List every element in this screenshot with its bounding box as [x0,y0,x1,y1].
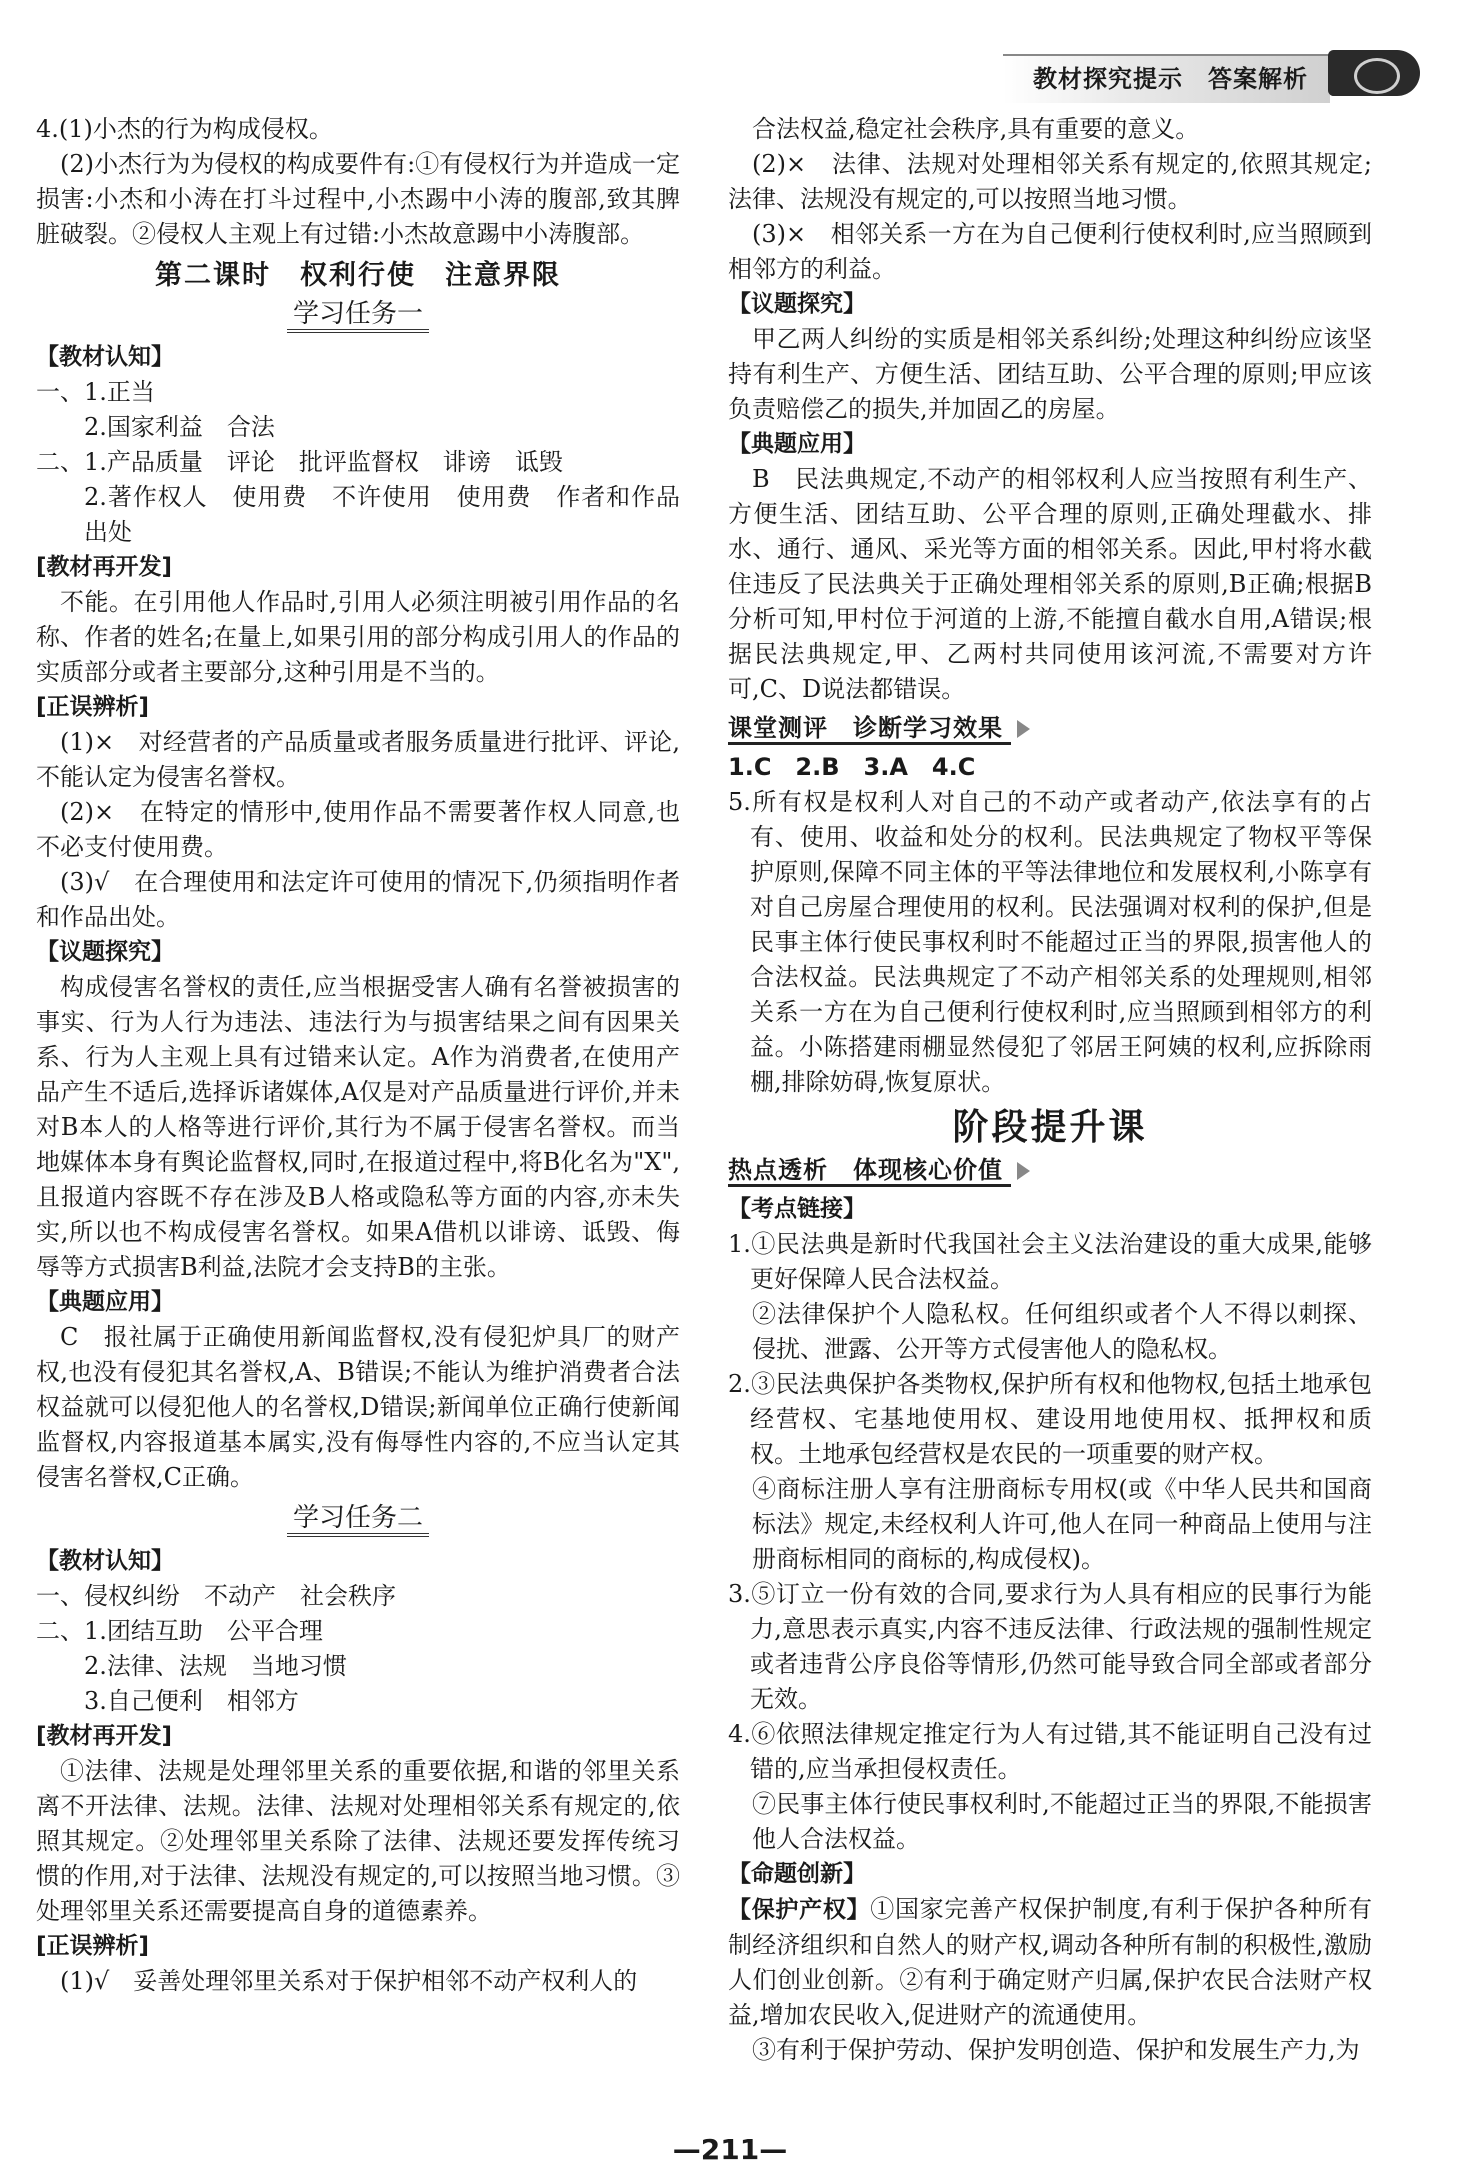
r-tag-apply: 【典题应用】 [728,431,866,457]
tag-link: 【考点链接】 [728,1196,866,1222]
tag-innov: 【命题创新】 [728,1861,866,1887]
r-apply: B 民法典规定,不动产的相邻权利人应当按照有利生产、方便生活、团结互助、公平合理的原则,正确处理截水、排水、通行、通风、采光等方面的相邻关系。因此,甲村将水截住违反了民法典关于正确处理相邻关系的原则,B正确;根据B分析可知,甲村位于河道的上游,不能擅自截水自用,A错误;根据民法典规定,甲、乙两村共同使用该河流,不需要对方许可,C、D说法都错误。 [728,465,1372,703]
t1-tag-redev: [教材再开发] [36,554,173,580]
t2-tag-judge: [正误辨析] [36,1933,150,1959]
t1-c4: 2.著作权人 使用费 不许使用 使用费 作者和作品出处 [84,483,680,546]
left-column [36,112,680,1999]
t2-tag-redev: [教材再开发] [36,1723,173,1749]
t1-apply: C 报社属于正确使用新闻监督权,没有侵犯炉具厂的财产权,也没有侵犯其名誉权,A、B错误;不能认为维护消费者合法权益就可以侵犯他人的名誉权,D错误;新闻单位正确行使新闻监督权,内容报道基本属实,没有侮辱性内容的,不应当认定其侵害名誉权,C正确。 [36,1323,680,1491]
k4a: 4.⑥依照法律规定推定行为人有过错,其不能证明自己没有过错的,应当承担侵权责任。 [728,1720,1372,1783]
t1-explore: 构成侵害名誉权的责任,应当根据受害人确有名誉被损害的事实、行为人行为违法、违法行为与损害结果之间有因果关系、行为人主观上具有过错来认定。A作为消费者,在使用产品产生不适后,选择诉诸媒体,A仅是对产品质量进行评价,并未对B本人的人格等进行评价,其行为不属于侵害名誉权。而当地媒体本身有舆论监督权,同时,在报道过程中,将B化名为"X",且报道内容既不存在涉及B人格或隐私等方面的内容,亦未失实,所以也不构成侵害名誉权。如果A借机以诽谤、诋毁、侮辱等方式损害B利益,法院才会支持B的主张。 [36,973,680,1281]
task2-title-text: 学习任务二 [287,1503,429,1537]
t1-tag-judge: [正误辨析] [36,694,150,720]
r-j3: (3)× 相邻关系一方在为自己便利行使权利时,应当照顾到相邻方的利益。 [728,220,1372,283]
test-banner-text: 课堂测评 诊断学习效果 [728,714,1011,745]
k1b: ②法律保护个人隐私权。任何组织或者个人不得以刺探、侵扰、泄露、公开等方式侵害他人的隐私权。 [752,1300,1372,1363]
header-label: 教材探究提示 答案解析 [1003,54,1330,103]
k1a: 1.①民法典是新时代我国社会主义法治建设的重大成果,能够更好保障人民合法权益。 [728,1230,1372,1293]
k4b: ⑦民事主体行使民事权利时,不能超过正当的界限,不能损害他人合法权益。 [752,1790,1372,1853]
right-column [728,112,1372,2068]
t2-c4: 3.自己便利 相邻方 [84,1687,299,1715]
r-j1-cont: 合法权益,稳定社会秩序,具有重要的意义。 [752,115,1200,143]
t1-tag-explore: 【议题探究】 [36,939,174,965]
k2a: 2.③民法典保护各类物权,保护所有权和他物权,包括土地承包经营权、宅基地使用权、建设用地使用权、抵押权和质权。土地承包经营权是农民的一项重要的财产权。 [728,1370,1372,1468]
t2-redev: ①法律、法规是处理邻里关系的重要依据,和谐的邻里关系离不开法律、法规。法律、法规对处理相邻关系有规定的,依照其规定。②处理邻里关系除了法律、法规还要发挥传统习惯的作用,对于法律、法规没有规定的,可以按照当地习惯。③处理邻里关系还需要提高自身的道德素养。 [36,1757,680,1925]
lesson-title: 第二课时 权利行使 注意界限 [155,260,561,291]
t1-tag-apply: 【典题应用】 [36,1289,174,1315]
innov-tag2: 【保护产权】 [728,1897,871,1923]
task1-title [36,297,680,332]
t1-tag-cognition: 【教材认知】 [36,344,174,370]
t1-j2: (2)× 在特定的情形中,使用作品不需要著作权人同意,也不必支付使用费。 [36,798,680,861]
triangle-right-icon [1017,720,1030,738]
test-answers: 1.C 2.B 3.A 4.C [728,753,976,781]
test-q5: 5.所有权是权利人对自己的不动产或者动产,依法享有的占有、使用、收益和处分的权利。民法典规定了物权平等保护原则,保障不同主体的平等法律地位和发展权利,小陈享有对自己房屋合理使用的权利。民法强调对权利的保护,但是民事主体行使民事权利时不能超过正当的界限,损害他人的合法权益。民法典规定了不动产相邻关系的处理规则,相邻关系一方在为自己便利行使权利时,应当照顾到相邻方的利益。小陈搭建雨棚显然侵犯了邻居王阿姨的权利,应拆除雨棚,排除妨碍,恢复原状。 [728,788,1372,1096]
task2-title [36,1501,680,1536]
hot-banner [728,1153,1372,1188]
hot-banner-text: 热点透析 体现核心价值 [728,1156,1011,1187]
page-header [0,0,1460,112]
t1-j1: (1)× 对经营者的产品质量或者服务质量进行批评、评论,不能认定为侵害名誉权。 [36,728,680,791]
k3: 3.⑤订立一份有效的合同,要求行为人具有相应的民事行为能力,意思表示真实,内容不违反法律、行政法规的强制性规定或者违背公序良俗等情形,仍然可能导致合同全部或者部分无效。 [728,1580,1372,1713]
header-logo-icon [1328,50,1420,96]
q4-line1: 4.(1)小杰的行为构成侵权。 [36,115,333,143]
r-j2: (2)× 法律、法规对处理相邻关系有规定的,依照其规定;法律、法规没有规定的,可以按照当地习惯。 [728,150,1372,213]
t2-c3: 2.法律、法规 当地习惯 [84,1652,347,1680]
t1-c3: 二、1.产品质量 评论 批评监督权 诽谤 诋毁 [36,448,563,476]
t1-redev: 不能。在引用他人作品时,引用人必须注明被引用作品的名称、作者的姓名;在量上,如果引用的部分构成引用人的作品的实质部分或者主要部分,这种引用是不当的。 [36,588,680,686]
r-tag-explore: 【议题探究】 [728,291,866,317]
page-number: —211— [672,2133,788,2166]
t1-c1: 一、1.正当 [36,378,155,406]
t1-j3: (3)√ 在合理使用和法定许可使用的情况下,仍须指明作者和作品出处。 [36,868,680,931]
r-explore: 甲乙两人纠纷的实质是相邻关系纠纷;处理这种纠纷应该坚持有利生产、方便生活、团结互助、公平合理的原则;甲应该负责赔偿乙的损失,并加固乙的房屋。 [728,325,1372,423]
t2-c2: 二、1.团结互助 公平合理 [36,1617,323,1645]
test-banner [728,711,1372,746]
innov-1: ①国家完善产权保护制度,有利于保护各种所有制经济组织和自然人的财产权,调动各种所有制的积极性,激励人们创业创新。②有利于确定财产归属,保护农民合法财产权益,增加农民收入,促进财产的流通使用。 [728,1895,1373,2029]
k2b: ④商标注册人享有注册商标专用权(或《中华人民共和国商标法》规定,未经权利人许可,他人在同一种商品上使用与注册商标相同的商标的,构成侵权)。 [752,1475,1372,1573]
innov-2: ③有利于保护劳动、保护发明创造、保护和发展生产力,为 [752,2036,1360,2064]
q4-line2: (2)小杰行为为侵权的构成要件有:①有侵权行为并造成一定损害:小杰和小涛在打斗过程中,小杰踢中小涛的腹部,致其脾脏破裂。②侵权人主观上有过错:小杰故意踢中小涛腹部。 [36,150,680,248]
triangle-right-icon [1017,1162,1030,1180]
innov-paragraph [728,1892,1372,2033]
t2-j1: (1)√ 妥善处理邻里关系对于保护相邻不动产权利人的 [60,1967,638,1995]
t1-c2: 2.国家利益 合法 [84,413,275,441]
task1-title-text: 学习任务一 [287,299,429,333]
t2-tag-cognition: 【教材认知】 [36,1548,174,1574]
t2-c1: 一、侵权纠纷 不动产 社会秩序 [36,1582,396,1610]
stage-title: 阶段提升课 [952,1107,1148,1148]
